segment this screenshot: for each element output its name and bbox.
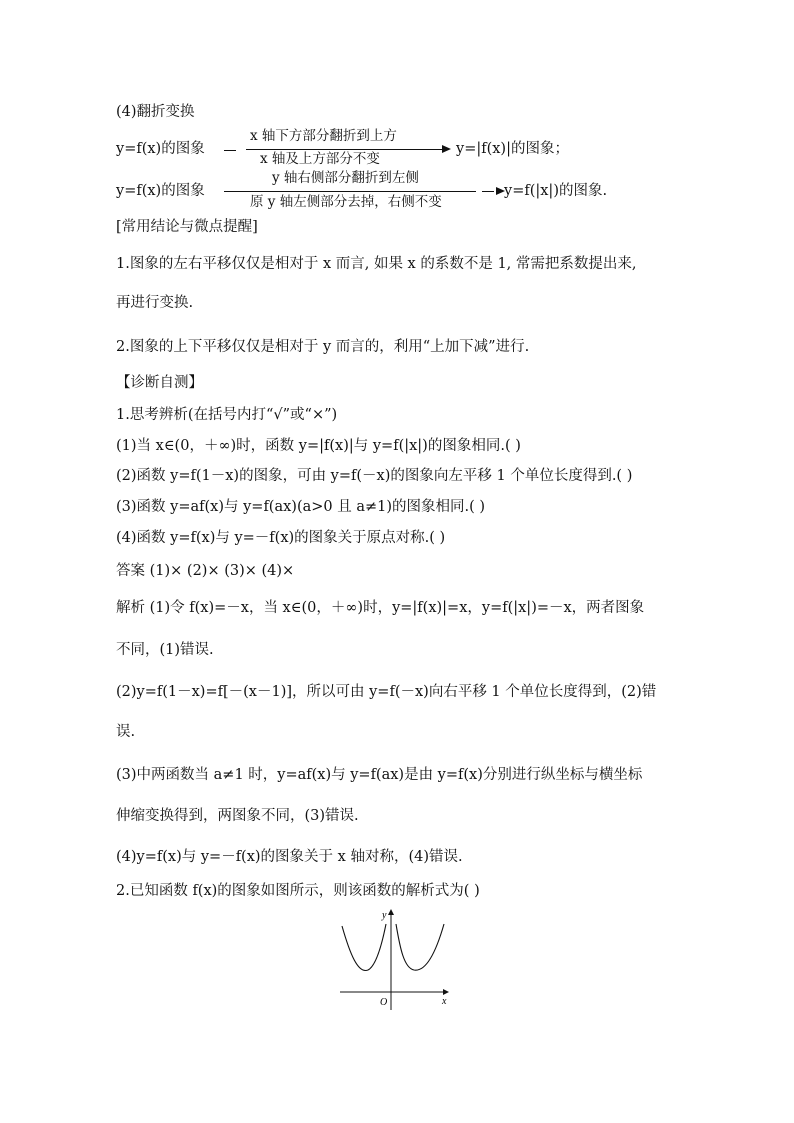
analysis-p4: (4)y=f(x)与 y=－f(x)的图象关于 x 轴对称，(4)错误. bbox=[116, 849, 463, 865]
analysis-p1-line1: 解析 (1)令 f(x)=－x，当 x∈(0，＋∞)时，y=|f(x)|=x，y=f(|x|)=－x，两者图象 bbox=[116, 600, 645, 616]
analysis-p3-line2: 伸缩变换得到，两图象不同，(3)错误. bbox=[116, 808, 359, 824]
rule2-lhs: y=f(x)的图象 bbox=[116, 183, 205, 199]
function-graph-svg bbox=[336, 904, 456, 1014]
q1-item-3: (3)函数 y=af(x)与 y=f(ax)(a>0 且 a≠1)的图象相同.( ) bbox=[116, 499, 486, 515]
rule1-lead-dash bbox=[224, 150, 236, 151]
x-axis-label: x bbox=[442, 996, 447, 1007]
section-heading: (4)翻折变换 bbox=[116, 104, 195, 120]
left-branch-curve bbox=[342, 924, 386, 971]
analysis-p2-line2: 误. bbox=[116, 724, 136, 740]
common-heading: [常用结论与微点提醒] bbox=[116, 219, 258, 235]
q1-title: 1.思考辨析(在括号内打“√”或“×”) bbox=[116, 407, 338, 423]
rule2-below: 原 y 轴左侧部分去掉，右侧不变 bbox=[250, 194, 442, 210]
rule2-tail-dash bbox=[482, 191, 494, 192]
rule2-arrow-line bbox=[224, 191, 476, 192]
y-axis-label: y bbox=[382, 910, 387, 921]
rule1-arrow-head bbox=[442, 145, 451, 153]
rule1-above: x 轴下方部分翻折到上方 bbox=[250, 128, 397, 144]
rule2-arrow bbox=[224, 170, 514, 212]
rule2-above: y 轴右侧部分翻折到左侧 bbox=[272, 170, 419, 186]
q1-item-1: (1)当 x∈(0，＋∞)时，函数 y=|f(x)|与 y=f(|x|)的图象相同.( ) bbox=[116, 438, 521, 454]
function-graph-figure bbox=[336, 904, 456, 1018]
q1-item-4: (4)函数 y=f(x)与 y=－f(x)的图象关于原点对称.( ) bbox=[116, 530, 446, 546]
rule1-below: x 轴及上方部分不变 bbox=[260, 151, 380, 167]
analysis-p2-line1: (2)y=f(1－x)=f[－(x－1)]，所以可由 y=f(－x)向右平移 1 个单位长度得到，(2)错 bbox=[116, 684, 657, 700]
tip1-line1: 1.图象的左右平移仅仅是相对于 x 而言, 如果 x 的系数不是 1, 常需把系数提出来, bbox=[116, 256, 637, 272]
origin-label: O bbox=[380, 997, 388, 1008]
rule2-rhs: y=f(|x|)的图象. bbox=[504, 183, 608, 199]
tip1-line2: 再进行变换. bbox=[116, 295, 194, 311]
analysis-p3-line1: (3)中两函数当 a≠1 时，y=af(x)与 y=f(ax)是由 y=f(x)分别进行纵坐标与横坐标 bbox=[116, 767, 643, 783]
tip2: 2.图象的上下平移仅仅是相对于 y 而言的，利用“上加下减”进行. bbox=[116, 339, 530, 355]
answer-line: 答案 (1)× (2)× (3)× (4)× bbox=[116, 563, 295, 579]
diagnose-heading: 【诊断自测】 bbox=[116, 375, 203, 391]
analysis-p1-line2: 不同，(1)错误. bbox=[116, 642, 214, 658]
rule1-arrow bbox=[246, 128, 456, 168]
rule1-lhs: y=f(x)的图象 bbox=[116, 141, 205, 157]
right-branch-curve bbox=[396, 924, 444, 970]
q2: 2.已知函数 f(x)的图象如图所示，则该函数的解析式为( ) bbox=[116, 883, 480, 899]
rule1-rhs: y=|f(x)|的图象； bbox=[456, 141, 569, 157]
rule1-arrow-line bbox=[246, 149, 442, 150]
q1-item-2: (2)函数 y=f(1－x)的图象，可由 y=f(－x)的图象向左平移 1 个单位长度得到.( ) bbox=[116, 468, 633, 484]
